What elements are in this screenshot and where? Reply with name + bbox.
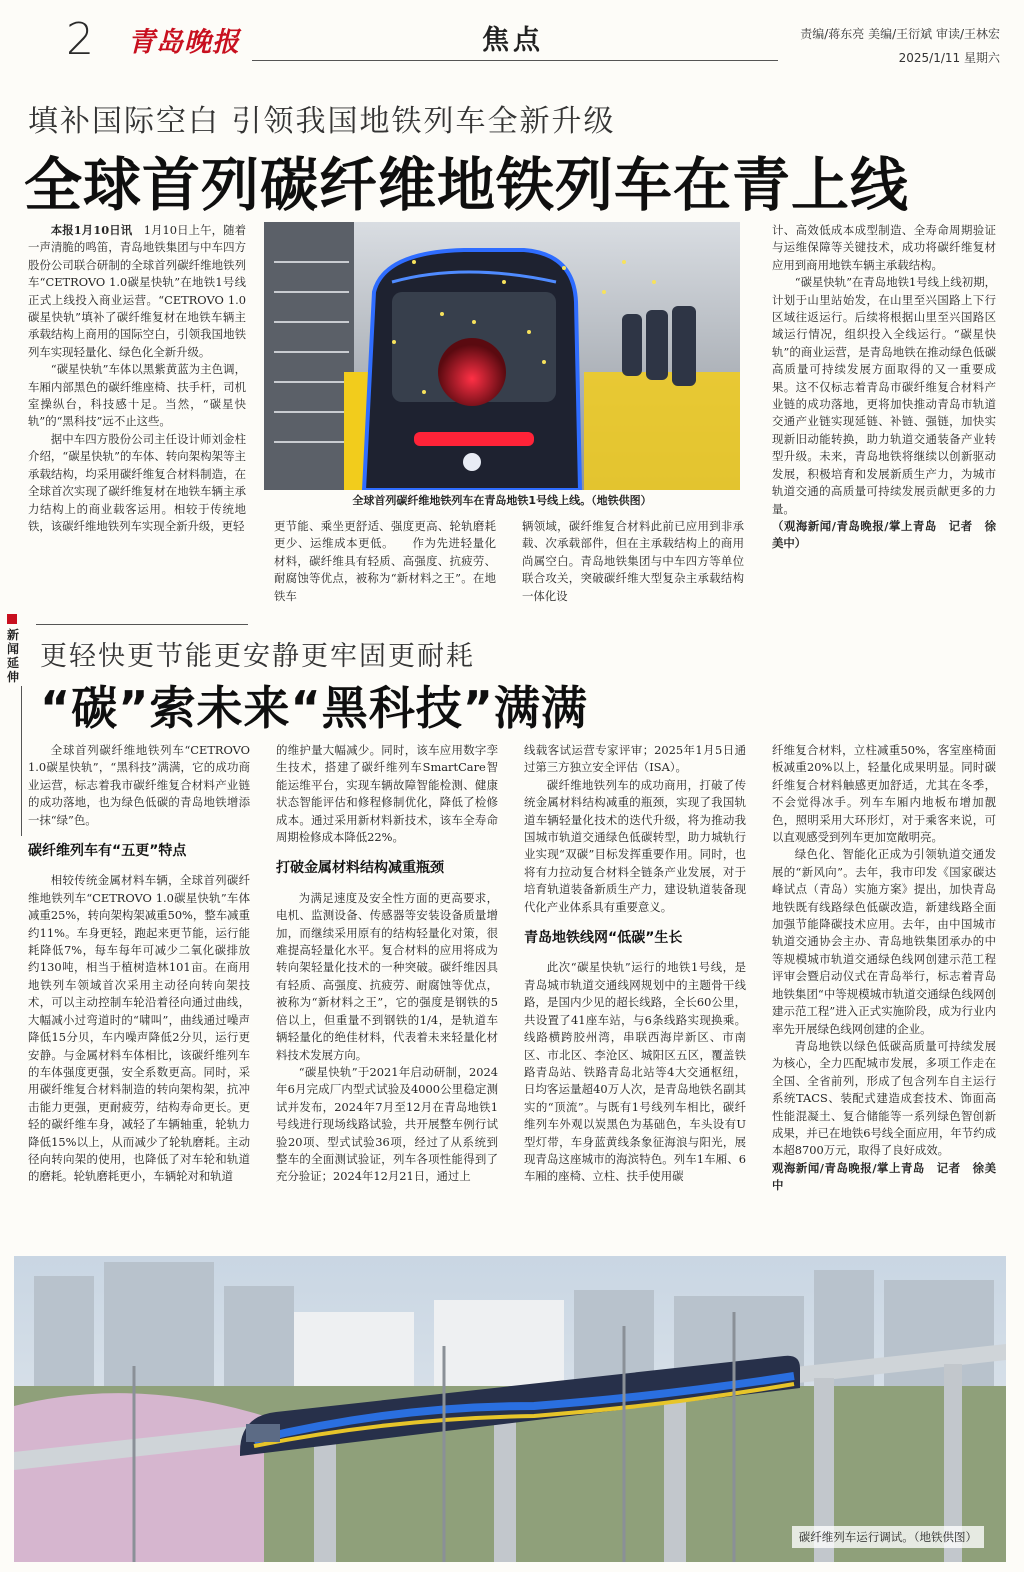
train-launch-illustration [264, 222, 740, 490]
article1-column-1 [28, 222, 246, 606]
photo-caption: 全球首列碳纤维地铁列车在青岛地铁1号线上线。（地铁供图） [352, 494, 652, 507]
elevated-train-illustration [14, 1256, 1006, 1562]
article2-column-3 [524, 742, 746, 1242]
subheading: 青岛地铁线网“低碳”生长 [524, 930, 683, 947]
news-extension-text: 新闻延伸 [7, 628, 20, 684]
article1-paragraph: 更节能、乘坐更舒适、强度更高、轮轨磨耗更少、运维成本更低。 作为先进轻量化材料，碳纤维具有轻质、高强度、抗疲劳、耐腐蚀等优点，被称为“新材料之王”。在地铁车 [274, 519, 496, 603]
article2-paragraph: 此次“碳星快轨”运行的地铁1号线，是青岛城市轨道交通线网规划中的主题骨干线路，是国内少见的超长线路，全长60公里，共设置了41座车站，与6条线路实现换乘。线路横跨胶州湾，串联西海岸新区、市南区、市北区、李沧区、城阳区五区，覆盖铁路青岛站、铁路青岛北站等4大交通枢纽，日均客运量超40万人次，是青岛地铁名副其实的“顶流”。与既有1号线列车相比，碳纤维列车外观以炭黑色为基础色，车头设有U型灯带，车身蓝黄线条象征海浪与阳光，展现青岛这座城市的海滨特色。列车1车厢、6车厢的座椅、立柱、扶手使用碳 [524, 960, 746, 1184]
article1-paragraph: “碳星快轨”在青岛地铁1号线上线初期，计划于山里站始发，在山里至兴国路上下行区域往返运行。后续将根据山里至兴国路区域运行情况，组织投入全线运行。“碳星快轨”的商业运营，是青岛地铁在推动绿色低碳高质量可持续发展方面取得的又一重要成果。这不仅标志着青岛市碳纤维复合材料产业链的成功落地，更将加快推动青岛市轨道交通产业链实现延链、补链、强链，加快实现新旧动能转换，助力轨道交通装备产业转型升级。未来，青岛地铁将继续以创新驱动发展，积极培育和发展新质生产力，为城市轨道交通的高质量可持续发展贡献更多的力量。 [772, 275, 996, 516]
article2-paragraph: 全球首列碳纤维地铁列车“CETROVO 1.0碳星快轨”，“黑科技”满满，它的成功商业运营，标志着我市碳纤维复合材料产业链的成功落地，也为绿色低碳的青岛地铁增添一抹“绿”色。 [28, 743, 250, 827]
article2-paragraph: 相较传统金属材料车辆，全球首列碳纤维地铁列车“CETROVO 1.0碳星快轨”车体减重25%，转向架构架减重50%，整车减重约11%。车身更轻，跑起来更节能，运行能耗降低7%，每车每年可减少二氧化碳排放约130吨，相当于植树造林101亩。在商用地铁列车领域首次采用主动径向转向架技术，可以主动控制车轮沿着径向通过曲线，大幅减小过弯道时的“啸叫”，曲线通过噪声降低15分贝，车内噪声降低2分贝，运行更安静。与金属材料车体相比，该碳纤维列车的车体强度更强，安全系数更高。同时，采用碳纤维复合材料制造的转向架构架，抗冲击能力更强，更耐疲劳，结构寿命更长。更轻的碳纤维车身，减轻了车辆轴重，轮轨力降低15%以上，从而减少了轮轨磨耗。主动径向转向架的使用，也降低了对车轮和轨道的磨耗。轮轨磨耗更小，车辆轮对和轨道 [28, 873, 250, 1184]
article2-column-4 [772, 742, 996, 1242]
article2-paragraph: 青岛地铁以绿色低碳高质量可持续发展为核心，全力匹配城市发展，多项工作走在全国、全省前列，形成了包含列车自主运行系统TACS、装配式建造成套技术、饰面高性能混凝土、复合储能等一系列绿色智创新成果，并已在地铁6号线全面应用，年节约成本超8700万元，取得了良好成效。 [772, 1038, 996, 1158]
header-divider [252, 60, 778, 61]
subheading: 碳纤维列车有“五更”特点 [28, 843, 187, 860]
news-extension-label [7, 614, 21, 684]
article2-column-2 [276, 742, 498, 1242]
side-divider [21, 686, 22, 836]
article2-paragraph: 绿色化、智能化正成为引领轨道交通发展的“新风向”。去年，我市印发《国家碳达峰试点（青岛）实施方案》提出，加快青岛地铁既有线路绿色低碳改造，新建线路全面加强节能降碳技术应用。去年，由中国城市轨道交通协会主办、青岛地铁集团承办的中等规模城市轨道交通绿色线网创建示范工程评审会暨启动仪式在青岛举行，标志着青岛地铁集团“中等规模城市轨道交通绿色线网创建示范工程”进入正式实施阶段，成为行业内率先开展绿色线网创建的企业。 [772, 847, 996, 1036]
article1-kicker: 填补国际空白 引领我国地铁列车全新升级 [28, 104, 616, 139]
subheading: 打破金属材料结构减重瓶颈 [276, 860, 444, 877]
article1-paragraph: 据中车四方股份公司主任设计师刘金柱介绍，“碳星快轨”的车体、转向架构架等主承载结构，均采用碳纤维复合材料制造，在全球首次实现了碳纤维复材在地铁车辆主承力结构上的商业载客运用。相较于传统地铁，该碳纤维地铁列车实现全新升级，更轻 [28, 431, 246, 533]
credits-editors: 责编/蒋东亮 美编/王衍斌 审读/王林宏 [800, 27, 1000, 41]
article2-paragraph: 线载客试运营专家评审；2025年1月5日通过第三方独立安全评估（ISA）。 [524, 743, 746, 775]
issue-date: 2025/1/11 星期六 [898, 51, 1000, 65]
article2-paragraph: 为满足速度及安全性方面的更高要求，电机、监测设备、传感器等安装设备质量增加，而继续采用原有的结构轻量化对策，很难提高轻量化水平。复合材料的应用将成为转向架轻量化技术的一种突破。碳纤维因具有轻质、高强度、抗疲劳、耐腐蚀等优点，被称为“新材料之王”，它的强度是钢铁的5倍以上，但重量不到钢铁的1/4，是轨道车辆轻量化的绝佳材料，代表着未来轻量化材料技术发展方向。 [276, 890, 498, 1062]
article1-paragraph: 计、高效低成本成型制造、全寿命周期验证与运维保障等关键技术，成功将碳纤维复材应用到商用地铁车辆主承载结构。 [772, 223, 996, 272]
dateline: 本报1月10日讯 [50, 223, 133, 237]
article1-column-3 [522, 518, 744, 606]
byline: 观海新闻/青岛晚报/掌上青岛 记者 徐美中 [772, 1160, 996, 1193]
section-divider [36, 624, 248, 625]
article1-column-4 [772, 222, 996, 606]
bottom-photo-caption: 碳纤维列车运行调试。（地铁供图） [792, 1526, 984, 1548]
article1-column-2 [274, 518, 496, 606]
byline: （观海新闻/青岛晚报/掌上青岛 记者 徐美中） [772, 518, 996, 551]
label-marker [7, 614, 17, 624]
section-title: 焦点 [482, 25, 544, 56]
article1-paragraph: 1月10日上午，随着一声清脆的鸣笛，青岛地铁集团与中车四方股份公司联合研制的全球首列碳纤维地铁列车“CETROVO 1.0碳星快轨”在地铁1号线正式上线投入商业运营。“CETROVO 1.0碳星快轨”填补了碳纤维复材在地铁车辆主承载结构上商用的国际空白，引领我国地铁列车实现轻量化、绿色化全新升级。 [28, 223, 246, 359]
train-launch-photo [264, 222, 740, 490]
page-number: 2 [66, 14, 94, 65]
article2-paragraph: 纤维复合材料，立柱减重50%，客室座椅面板减重20%以上，轻量化成果明显。同时碳纤维复合材料触感更加舒适，尤其在冬季，不会觉得冰手。列车车厢内地板布增加靓色，照明采用大环形灯，对于乘客来说，可以直观感受到列车更加宽敞明亮。 [772, 743, 996, 845]
editor-credits [800, 22, 1000, 70]
article2-paragraph: “碳星快轨”于2021年启动研制，2024年6月完成厂内型式试验及4000公里稳定测试并发布，2024年7月至12月在青岛地铁1号线进行现场线路试验，共开展整车例行试验20项、型式试验36项，经过了从系统到整车的全面测试验证，列车各项性能得到了充分验证；2024年12月21日，通过上 [276, 1064, 498, 1184]
newspaper-logo: 青岛晚报 [128, 27, 240, 58]
article1-paragraph: 辆领域，碳纤维复合材料此前已应用到非承载、次承载部件，但在主承载结构上的商用尚属空白。青岛地铁集团与中车四方等单位联合攻关，突破碳纤维大型复杂主承载结构一体化设 [522, 519, 744, 603]
article2-paragraph: 碳纤维地铁列车的成功商用，打破了传统金属材料结构减重的瓶颈，实现了我国轨道车辆轻量化技术的迭代升级，将为推动我国城市轨道交通绿色低碳转型，助力城轨行业实现“双碳”目标发挥重要作用。同时，也将有力拉动复合材料全链条产业发展，对于培育轨道装备新质生产力，建设轨道装备现代化产业体系具有重要意义。 [524, 777, 746, 914]
article2-headline: “碳”索未来“黑科技”满满 [40, 681, 588, 735]
article2-paragraph: 的维护量大幅减少。同时，该车应用数字孪生技术，搭建了碳纤维列车SmartCare智能运维平台，实现车辆故障智能检测、健康状态智能评估和修程修制优化，降低了检修成本。通过采用新材料新技术，该车全寿命周期检修成本降低22%。 [276, 743, 498, 845]
article1-headline: 全球首列碳纤维地铁列车在青上线 [24, 151, 910, 219]
train-test-photo [14, 1256, 1006, 1562]
article2-column-1 [28, 742, 250, 1242]
article2-kicker: 更轻快更节能更安静更牢固更耐耗 [40, 641, 475, 672]
article1-paragraph: “碳星快轨”车体以黑紫黄蓝为主色调，车厢内部黑色的碳纤维座椅、扶手杆，司机室操纵台，科技感十足。当然，“碳星快轨”的“黑科技”远不止这些。 [28, 362, 246, 429]
